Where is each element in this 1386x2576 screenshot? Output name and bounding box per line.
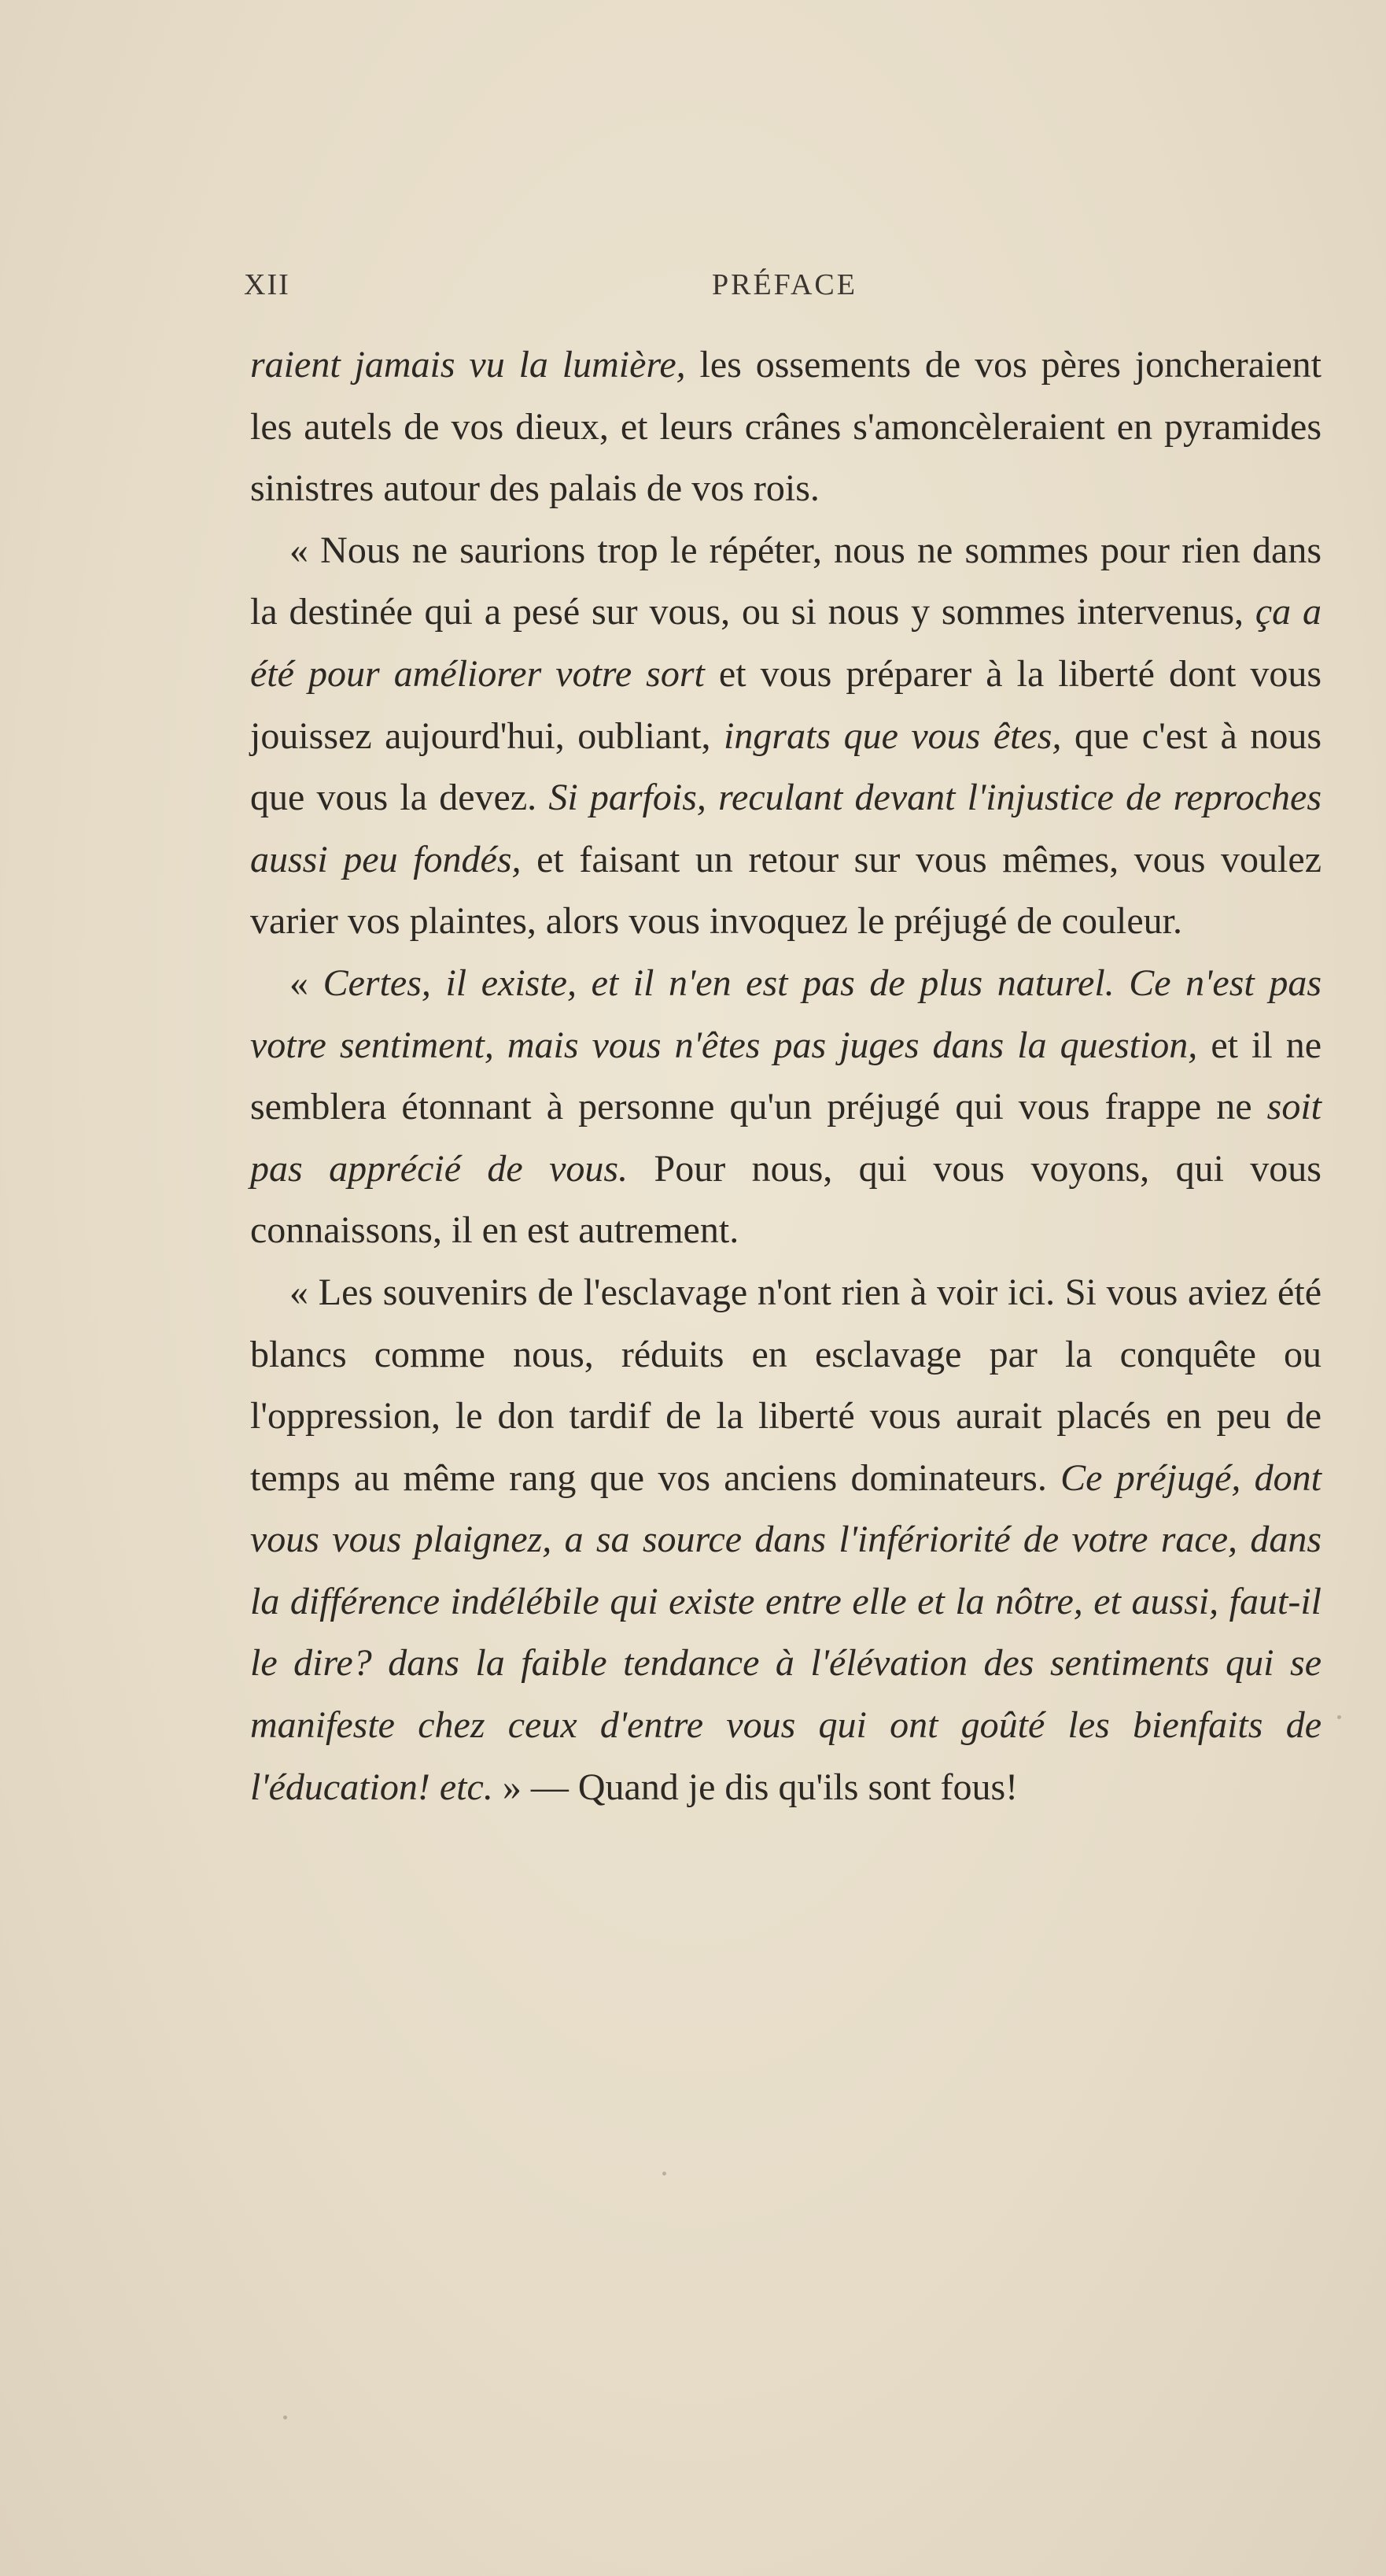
paper-speck — [1337, 1715, 1341, 1719]
running-head — [244, 268, 1325, 315]
text-run: et faisant un retour sur vous mêmes, vous voulez varier vos plaintes, alors vous invoquez le préjugé de couleur. — [250, 838, 1321, 943]
italic-run: Ce préjugé, dont vous vous plaignez, a sa source dans l'infériorité de votre race, dans la différence indélébile qui existe entre elle et la nôtre, et aussi, faut-il le dire? dans la faible tendance à l'élévation des sentiments qui se manifeste chez ceux d'entre vous qui ont goûté les bienfaits de l'éducation! etc. — [250, 1456, 1322, 1808]
italic-run: raient jamais vu la lumière, — [250, 344, 686, 386]
body-text — [250, 334, 1321, 1818]
text-run: » — Quand je dis qu'ils sont fous! — [492, 1766, 1019, 1808]
italic-run: soit pas apprécié de vous. — [250, 1086, 1321, 1190]
paper-speck — [283, 2415, 287, 2419]
paragraph-1 — [250, 334, 1321, 520]
text-run: « Nous ne saurions trop le répéter, nous ne sommes pour rien dans la destinée qui a pesé sur vous, ou si nous y sommes intervenus, — [250, 529, 1321, 633]
text-run: et il ne semblera étonnant à personne qu'un préjugé qui vous frappe ne — [250, 1024, 1322, 1128]
paragraph-3 — [250, 953, 1321, 1262]
text-run: et vous préparer à la liberté dont vous jouissez aujourd'hui, oubliant, — [250, 652, 1321, 757]
running-title: PRÉFACE — [711, 268, 857, 301]
text-run: Pour nous, qui vous voyons, qui vous connaissons, il en est autrement. — [250, 1147, 1321, 1252]
text-run: que c'est à nous que vous la devez. — [250, 714, 1321, 819]
italic-run: ça a été pour améliorer votre sort — [250, 591, 1322, 695]
text-run: « Les souvenirs de l'esclavage n'ont rien à voir ici. Si vous aviez été blancs comme nous, réduits en esclavage par la conquête ou l'oppression, le don tardif de la liberté vous aurait placés en peu de temps au même rang que vos anciens dominateurs. — [250, 1271, 1321, 1499]
text-run: « — [289, 961, 323, 1004]
paragraph-2 — [250, 520, 1321, 953]
italic-run: Certes, il existe, et il n'en est pas de plus naturel. Ce n'est pas votre sentiment, mais vous n'êtes pas juges dans la question, — [250, 961, 1322, 1066]
italic-run: Si parfois, reculant devant l'injustice de reproches aussi peu fondés, — [250, 777, 1321, 880]
italic-run: ingrats que vous êtes, — [724, 714, 1062, 757]
paragraph-4 — [250, 1262, 1321, 1818]
page-number: XII — [244, 268, 290, 301]
paper-speck — [662, 2172, 666, 2176]
text-run: les ossements de vos pères joncheraient les autels de vos dieux, et leurs crânes s'amoncèleraient en pyramides sinistres autour des palais de vos rois. — [250, 344, 1322, 510]
